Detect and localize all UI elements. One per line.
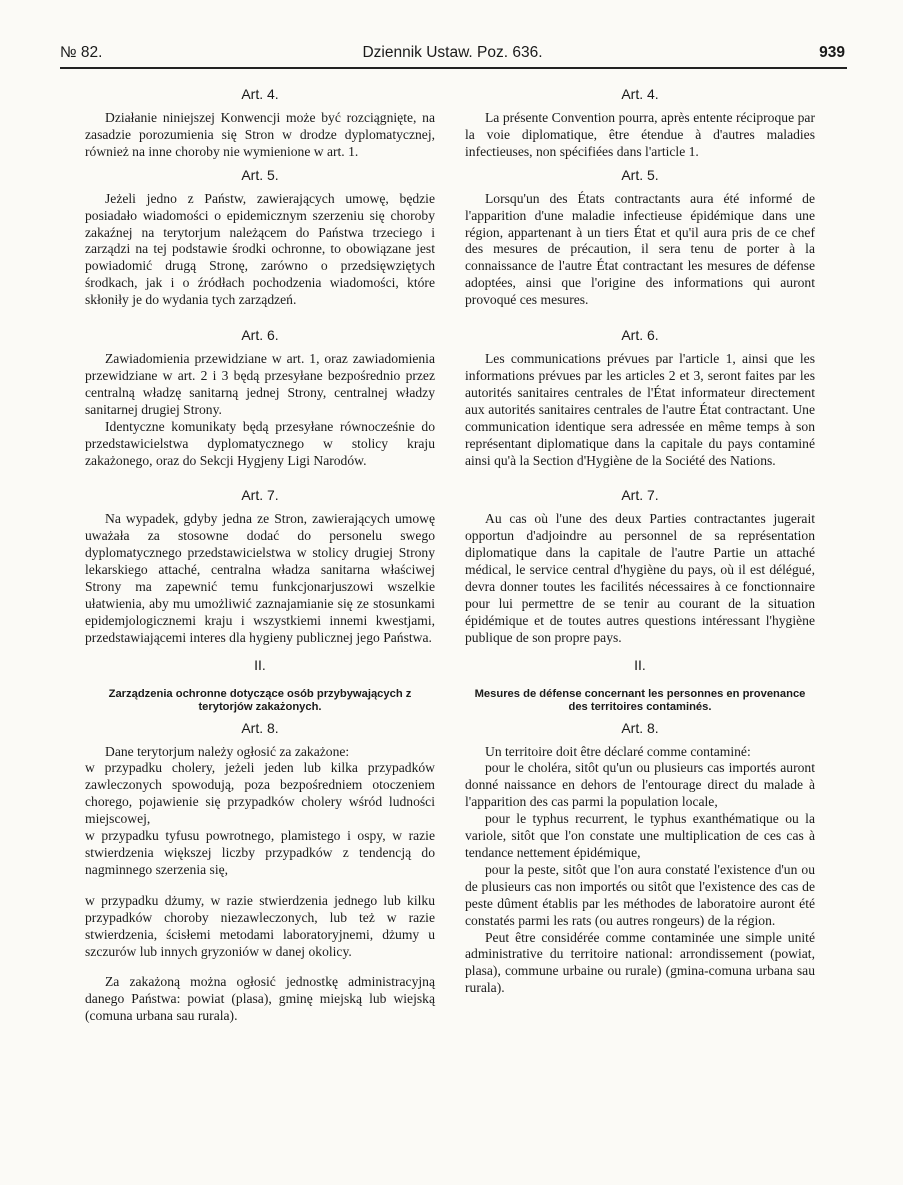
article-heading: Art. 8. — [241, 719, 279, 736]
paragraph: pour le choléra, sitôt qu'un ou plusieurs cas importés auront donné naissance en dehors de l'entourage direct du malade à l'apparition des cas parmi la population locale, — [465, 760, 815, 810]
paragraph: pour le typhus recurrent, le typhus exanthématique ou la variole, sitôt que l'on constate une multiplication de ces cas à tendance nettement épidémique, — [465, 811, 815, 860]
page-number: 939 — [819, 44, 845, 61]
article-heading: Art. 7. — [241, 487, 279, 504]
spacer — [85, 960, 435, 974]
paragraph: Un territoire doit être déclaré comme contaminé: — [485, 743, 751, 759]
paragraph: Lorsqu'un des États contractants aura été informé de l'apparition d'une maladie infectieuse épidémique dans une région, appartenant à un tiers État et qu'il aura pris de ce chef des mesures de précaution, il sera tenu de porter à la connaissance de l'autre État contractant les mesures de défense adoptées, ainsi que l'origine des informations qui auront provoqué ces mesures. — [465, 190, 815, 308]
journal-title: Dziennik Ustaw. Poz. 636. — [362, 44, 543, 61]
paragraph: La présente Convention pourra, après entente réciproque par la voie diplomatique, être étendue à d'autres maladies infectieuses, non spécifiées dans l'article 1. — [465, 110, 815, 159]
article-heading: Art. 5. — [621, 166, 659, 183]
section-title: Zarządzenia ochronne dotyczące osób przybywających z terytorjów zakażonych. — [108, 687, 412, 713]
polish-column — [85, 80, 435, 1025]
paragraph: Identyczne komunikaty będą przesyłane równocześnie do przedstawicielstwa dyplomatycznego w stolicy kraju zakażonego, oraz do Sekcji Hygjeny Ligi Narodów. — [85, 418, 435, 468]
section-number: II. — [254, 656, 266, 673]
article-heading: Art. 7. — [621, 487, 659, 504]
paragraph: Działanie niniejszej Konwencji może być rozciągnięte, na zasadzie porozumienia się Stron w drodze dyplomatycznej, również na inne choroby nie wymienione w art. 1. — [85, 110, 435, 159]
paragraph: Les communications prévues par l'article 1, ainsi que les informations prévues par les articles 2 et 3, seront faites par les autorités sanitaires centrales de l'État informateur directement aux autorités sanitaires centrales de l'autre État contractant. Une communication identique sera adressée en même temps à son représentant diplomatique dans la capitale du pays contaminé ainsi qu'à la Section d'Hygiène de la Société des Nations. — [465, 351, 815, 468]
paragraph: Jeżeli jedno z Państw, zawierających umowę, będzie posiadało wiadomości o epidemicznym szerzeniu się choroby zakaźnej na terytorjum należącem do Państwa trzeciego i zarządzi na tej podstawie środki ochronne, to obowiązane jest powiadomić drugą Stronę, zarówno o przedsięwziętych środkach, jak i o źródłach pochodzenia wiadomości, które skłoniły je do wydania tych zarządzeń. — [85, 190, 435, 308]
list-item: w przypadku tyfusu powrotnego, plamistego i ospy, w razie stwierdzenia większej liczby przypadków z tendencją do nagminnego szerzenia się, — [85, 828, 435, 877]
header-rule — [60, 67, 847, 69]
paragraph: Peut être considérée comme contaminée une simple unité administrative du territoire national: arrondissement (powiat, plasa), commune urbaine ou rurale) (gmina-comuna urbana sau rurala). — [465, 929, 815, 996]
section-number: II. — [634, 656, 646, 673]
article-heading: Art. 4. — [241, 86, 279, 102]
section-title: Mesures de défense concernant les personnes en provenance des territoires contaminés. — [474, 687, 806, 713]
list-item: w przypadku cholery, jeżeli jeden lub kilka przypadków zawleczonych spowodują, poza bezpośredniem otoczeniem chorego, pojawienie się przypadków cholery wśród ludności miejscowej, — [85, 760, 435, 827]
french-column — [465, 80, 815, 997]
paragraph: pour la peste, sitôt que l'on aura constaté l'existence d'un ou de plusieurs cas non importés ou sitôt que l'existence des cas de peste dûment établis par les méthodes de laboratoire auront été constatés parmi les rats (ou autres rongeurs) de la région. — [465, 861, 815, 928]
article-heading: Art. 6. — [621, 327, 659, 344]
issue-number: № 82. — [60, 44, 103, 61]
paragraph: Au cas où l'une des deux Parties contractantes jugerait opportun d'adjoindre au personnel de sa représentation diplomatique dans la capitale de l'autre Partie un attaché médical, le service central d'hygiène du pays, où il est délégué, devra donner toutes les facilités nécessaires à ce fonctionnaire pour lui permettre de se tenir au courant de la situation épidémique et de toutes autres questions intéressant l'hygiène publique de son propre pays. — [465, 511, 815, 645]
article-heading: Art. 6. — [241, 327, 279, 344]
article-heading: Art. 8. — [621, 719, 659, 736]
paragraph: Za zakażoną można ogłosić jednostkę administracyjną danego Państwa: powiat (plasa), gminę miejską lub wiejską (comuna urbana sau rurala). — [85, 974, 435, 1024]
article-heading: Art. 5. — [241, 166, 279, 183]
article-heading: Art. 4. — [621, 86, 659, 102]
page-header — [60, 38, 845, 66]
spacer — [85, 879, 435, 893]
paragraph: Dane terytorjum należy ogłosić za zakażone: — [105, 743, 350, 759]
list-item: w przypadku dżumy, w razie stwierdzenia jednego lub kilku przypadków choroby niezawleczonych, lub też w razie stwierdzenia, ścisłemi metodami laboratoryjnemi, dżumy u szczurów lub innych gryzoniów w danej okolicy. — [85, 892, 435, 959]
paragraph: Zawiadomienia przewidziane w art. 1, oraz zawiadomienia przewidziane w art. 2 i 3 będą przesyłane bezpośrednio przez centralną władzę sanitarną jednej Strony, centralnej władzy sanitarnej drugiej Strony. — [85, 351, 435, 417]
paragraph: Na wypadek, gdyby jedna ze Stron, zawierających umowę uważała za stosowne dodać do personelu swego dyplomatycznego przedstawicielstwa w stolicy drugiej Strony lekarskiego attaché, centralna władza sanitarna właściwej Strony ma zapewnić temu funkcjonarjuszowi wszelkie ułatwienia, aby mu umożliwić zaznajamianie się ze stosunkami epidemjologicznemi kraju i wszystkiemi innemi kwestjami, przedstawiającemi interes dla hygieny publicznej jego Państwa. — [85, 511, 435, 645]
condition-list — [85, 760, 435, 960]
